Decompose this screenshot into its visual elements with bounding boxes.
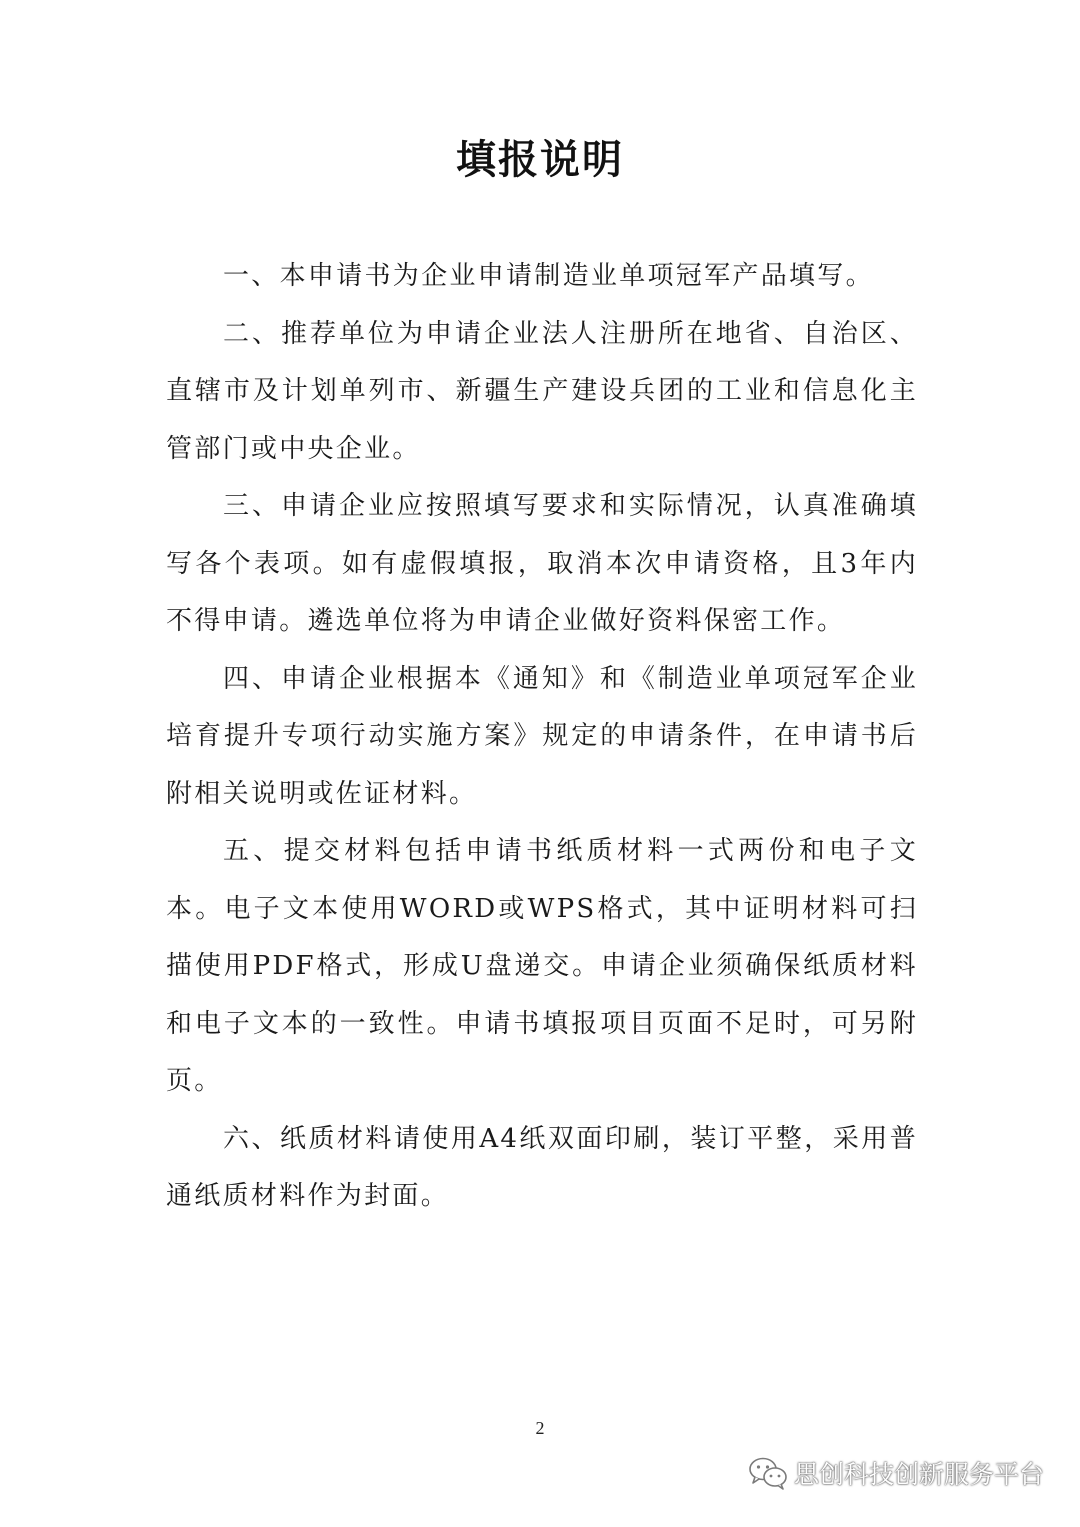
paragraph-6: 六、纸质材料请使用A4纸双面印刷，装订平整，采用普通纸质材料作为封面。	[166, 1123, 918, 1211]
page-number: 2	[535, 1418, 545, 1438]
paragraph-2: 二、推荐单位为申请企业法人注册所在地省、自治区、直辖市及计划单列市、新疆生产建设兵团的工业和信息化主管部门或中央企业。	[166, 318, 918, 464]
page-title: 填报说明	[456, 137, 624, 183]
watermark-text: 思创科技创新服务平台	[793, 1460, 1044, 1489]
paragraph-3: 三、申请企业应按照填写要求和实际情况，认真准确填写各个表项。如有虚假填报，取消本次申请资格，且3年内不得申请。遴选单位将为申请企业做好资料保密工作。	[166, 491, 918, 636]
paragraph-1: 一、本申请书为企业申请制造业单项冠军产品填写。	[223, 261, 874, 291]
paragraph-4: 四、申请企业根据本《通知》和《制造业单项冠军企业培育提升专项行动实施方案》规定的申请条件，在申请书后附相关说明或佐证材料。	[166, 663, 918, 809]
source-watermark	[748, 1455, 1044, 1491]
paragraph-5: 五、提交材料包括申请书纸质材料一式两份和电子文本。电子文本使用WORD或WPS格式，其中证明材料可扫描使用PDF格式，形成U盘递交。申请企业须确保纸质材料和电子文本的一致性。申请书填报项目页面不足时，可另附页。	[166, 836, 918, 1096]
instructions-body	[166, 248, 918, 1226]
wechat-icon	[748, 1456, 788, 1490]
